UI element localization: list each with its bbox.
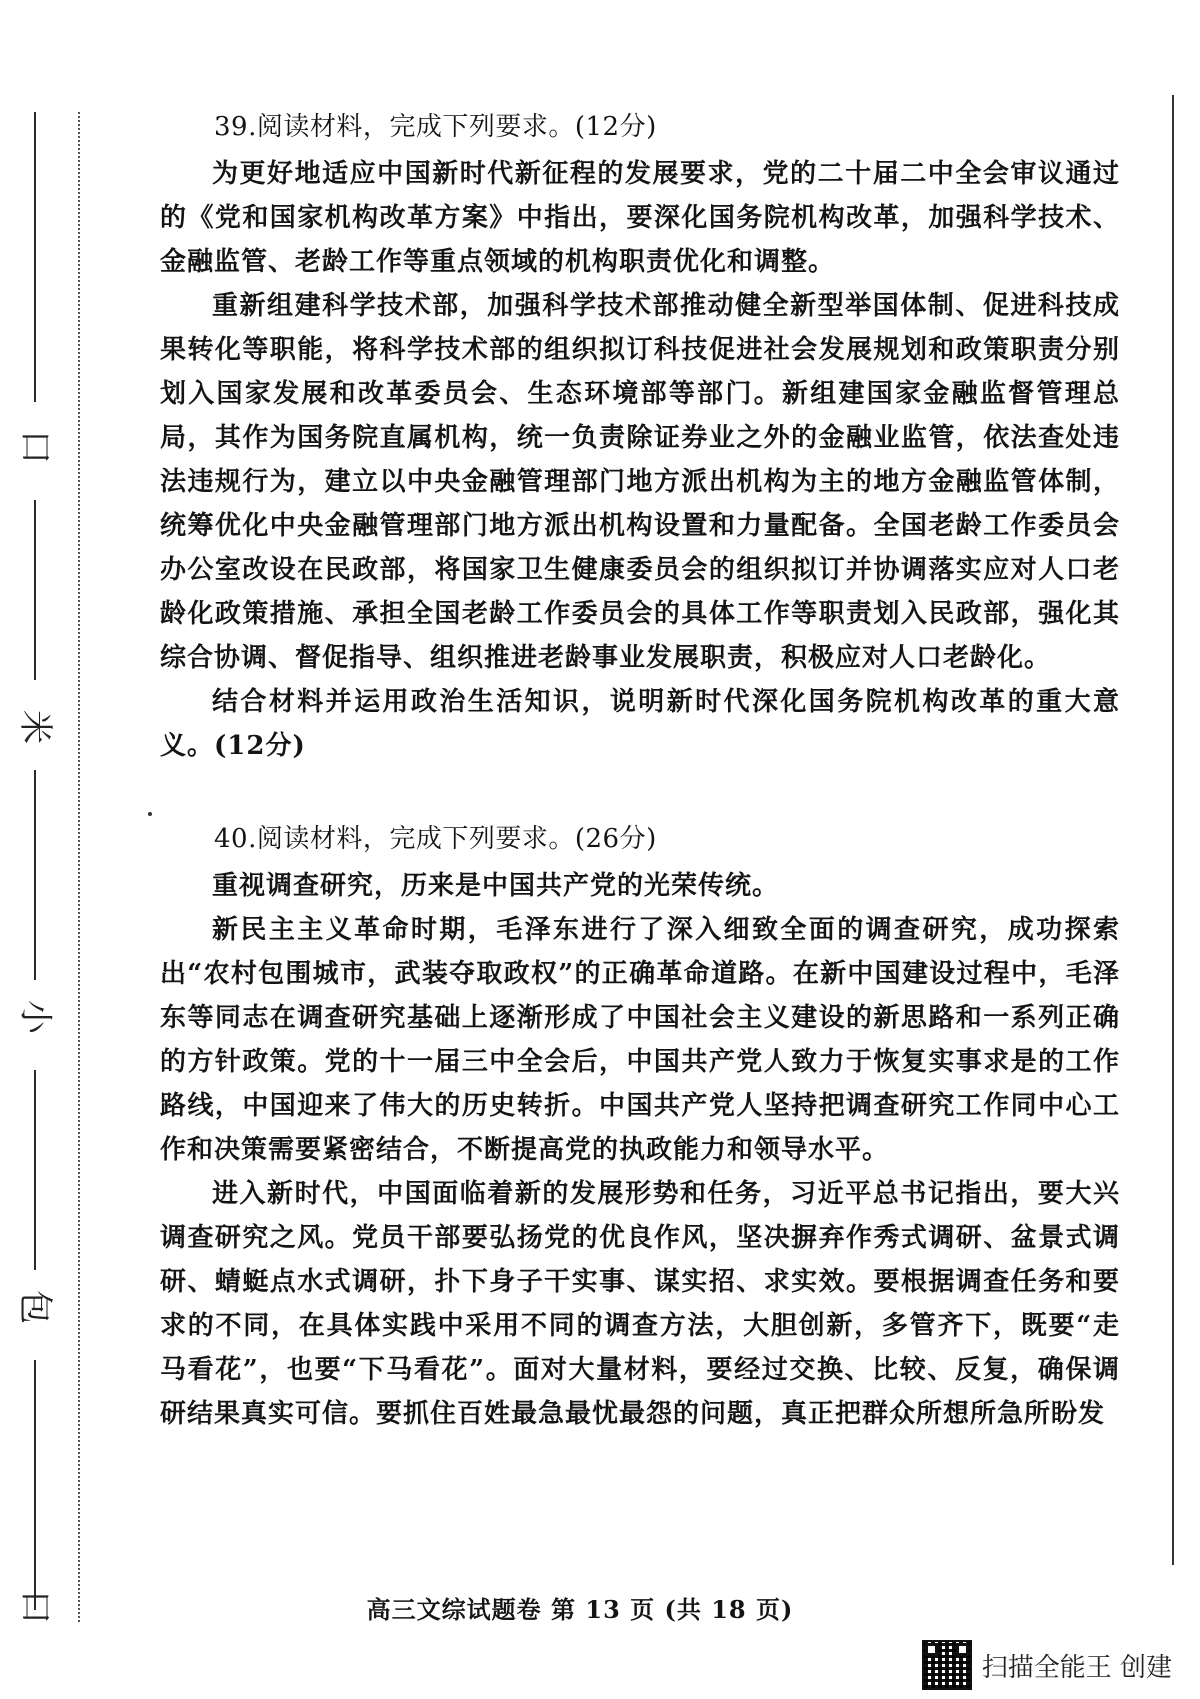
scanner-watermark [922, 1640, 1172, 1690]
question-39-paragraph: 为更好地适应中国新时代新征程的发展要求，党的二十届二中全会审议通过的《党和国家机构改革方案》中指出，要深化国务院机构改革，加强科学技术、金融监管、老龄工作等重点领域的机构职责优化和调整。 [160, 159, 1120, 277]
question-40-paragraph: 重视调查研究，历来是中国共产党的光荣传统。 [212, 871, 780, 901]
binding-line [34, 1070, 36, 1270]
binding-glyph: 口 [15, 430, 55, 464]
question-39-paragraph: 重新组建科学技术部，加强科学技术部推动健全新型举国体制、促进科技成果转化等职能，将科学技术部的组织拟订科技促进社会发展规划和政策职责分别划入国家发展和改革委员会、生态环境部等部门。新组建国家金融监督管理总局，其作为国务院直属机构，统一负责除证券业之外的金融业监管，依法查处违法违规行为，建立以中央金融管理部门地方派出机构为主的地方金融监管体制，统筹优化中央金融管理部门地方派出机构设置和力量配备。全国老龄工作委员会办公室改设在民政部，将国家卫生健康委员会的组织拟订并协调落实应对人口老龄化政策措施、承担全国老龄工作委员会的具体工作等职责划入民政部，强化其综合协调、督促指导、组织推进老龄事业发展职责，积极应对人口老龄化。 [160, 291, 1120, 673]
exam-page [160, 108, 1120, 1436]
section-gap [160, 768, 1120, 820]
binding-glyph: 口 [15, 1590, 55, 1624]
stray-mark [148, 812, 152, 816]
question-40 [160, 820, 1120, 1436]
binding-line [34, 500, 36, 680]
question-39 [160, 108, 1120, 768]
binding-line [34, 112, 36, 402]
watermark-text: 扫描全能王 创建 [981, 1652, 1172, 1683]
binding-line [34, 770, 36, 980]
page-footer: 高三文综试题卷 第 13 页 (共 18 页) [366, 1595, 794, 1624]
question-40-paragraph: 新民主主义革命时期，毛泽东进行了深入细致全面的调查研究，成功探索出“农村包围城市，武装夺取政权”的正确革命道路。在新中国建设过程中，毛泽东等同志在调查研究基础上逐渐形成了中国社会主义建设的新思路和一系列正确的方针政策。党的十一届三中全会后，中国共产党人致力于恢复实事求是的工作路线，中国迎来了伟大的历史转折。中国共产党人坚持把调查研究工作同中心工作和决策需要紧密结合，不断提高党的执政能力和领导水平。 [160, 915, 1120, 1165]
right-margin-rule [1172, 95, 1174, 1565]
binding-dotted-line [78, 112, 80, 1622]
question-39-prompt: 结合材料并运用政治生活知识，说明新时代深化国务院机构改革的重大意义。(12分) [160, 687, 1120, 761]
binding-glyph: 小 [15, 1000, 55, 1034]
binding-glyph: 包 [15, 1290, 55, 1324]
qr-code-icon [922, 1640, 972, 1690]
question-40-heading: 40.阅读材料，完成下列要求。(26分) [214, 824, 657, 854]
binding-line [34, 1360, 36, 1610]
question-40-paragraph: 进入新时代，中国面临着新的发展形势和任务，习近平总书记指出，要大兴调查研究之风。党员干部要弘扬党的优良作风，坚决摒弃作秀式调研、盆景式调研、蜻蜓点水式调研，扑下身子干实事、谋实招、求实效。要根据调查任务和要求的不同，在具体实践中采用不同的调查方法，大胆创新，多管齐下，既要“走马看花”，也要“下马看花”。面对大量材料，要经过交换、比较、反复，确保调研结果真实可信。要抓住百姓最急最忧最怨的问题，真正把群众所想所急所盼发 [160, 1179, 1120, 1429]
binding-glyph: 米 [15, 710, 55, 744]
question-39-heading: 39.阅读材料，完成下列要求。(12分) [214, 112, 657, 142]
